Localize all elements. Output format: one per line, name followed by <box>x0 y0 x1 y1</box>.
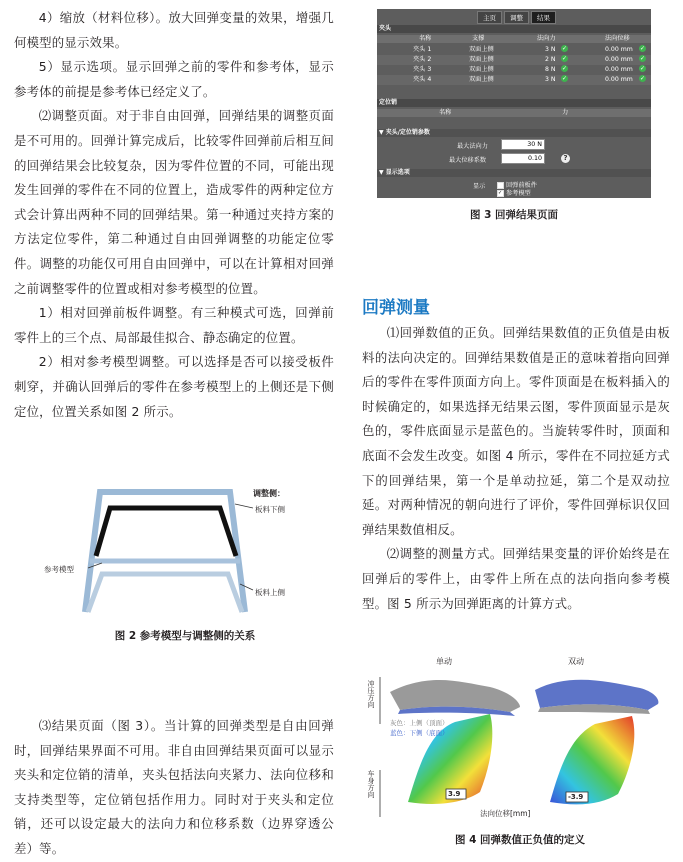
paragraph-result-page: ⑶结果页面（图 3）。当计算的回弹类型是自由回弹时，回弹结果界面不可用。非自由回弹结果页面可以显示夹头和定位销的清单，夹头包括法向夹紧力、法向位移和支持类型等，定位销包括作用力。同时对于夹头和定位销，还可以设定最大的法向力和位移系数（边界穿透公差）等。 <box>14 718 334 856</box>
right-column <box>362 297 670 616</box>
table-row[interactable]: 夹头 3 双面上侧 8 N ✓ 0.00 mm ✓ <box>413 65 646 73</box>
cell-support: 双面上侧 <box>469 46 494 53</box>
paragraph-adjust-page: ⑵调整页面。对于非自由回弹，回弹结果的调整页面是不可用的。回弹计算完成后，比较零件回弹前后相互间的回弹结果会比较复杂，因为零件位置的不同，可能出现发生回弹的零件在不同的位置上，造成零件的两种定位方式会计算出两种不同的回弹结果。第一种通过夹持方案的方法定位零件，第二种通过自由回弹调整的功能定位零件。调整的功能仅可用自由回弹中，可以在计算相对回弹之前调整零件的位置或相对参考模型的位置。 <box>14 108 334 296</box>
cell-disp: 0.00 mm <box>605 66 633 73</box>
tab-adjust[interactable]: 调整 <box>504 11 529 24</box>
left-bottom-column <box>14 714 334 862</box>
reference-model-diagram <box>40 484 330 619</box>
clamp-table-header <box>377 35 651 43</box>
col-disp: 法向位移 <box>605 35 630 42</box>
label-upper-side: 板料上侧 <box>255 588 285 597</box>
figure-2-caption: 图 2 参考模型与调整侧的关系 <box>114 630 256 642</box>
left-column <box>14 6 334 424</box>
label-single-action: 单动 <box>436 657 452 666</box>
label-press-direction: 冲压方向 <box>367 680 375 708</box>
cell-disp: 0.00 mm <box>605 76 633 83</box>
max-force-label: 最大法向力 <box>457 143 488 150</box>
col-support: 支撑 <box>472 35 485 42</box>
springback-result-panel <box>377 9 651 198</box>
figure-3-caption: 图 3 回弹结果页面 <box>469 209 559 221</box>
paragraph-display-options: 5）显示选项。显示回弹之前的零件和参考体，显示参考体的前提是参考体已经定义了。 <box>14 59 334 99</box>
section-heading: 回弹测量 <box>362 298 430 318</box>
axis-label: 法向位移[mm] <box>480 809 531 818</box>
value-right: -3.9 <box>568 793 584 801</box>
cell-support: 双面上侧 <box>469 76 494 83</box>
paragraph-relative-blank: 1）相对回弹前板件调整。有三种模式可选，回弹前零件上的三个点、局部最佳拟合、静态确定的位置。 <box>14 305 334 345</box>
label-car-direction: 车身方向 <box>367 770 375 798</box>
pin-col-force: 力 <box>562 109 569 116</box>
paragraph-relative-reference: 2）相对参考模型调整。可以选择是否可以接受板件刺穿，并确认回弹后的零件在参考模型上的上侧还是下侧定位，位置关系如图 2 所示。 <box>14 354 334 419</box>
figure-2 <box>40 484 330 619</box>
figure-4 <box>367 652 670 827</box>
cell-force: 3 N <box>545 76 556 83</box>
opt-blank-before-label: 回弹前板件 <box>505 182 537 189</box>
table-row[interactable]: 夹头 1 双面上侧 3 N ✓ 0.00 mm ✓ <box>413 45 646 53</box>
cell-force: 8 N <box>545 66 556 73</box>
cell-support: 双面上侧 <box>469 66 494 73</box>
tab-results[interactable]: 结果 <box>531 11 556 24</box>
figure-4-caption: 图 4 回弹数值正负值的定义 <box>454 834 586 846</box>
paragraph-sign: ⑴回弹数值的正负。回弹结果数值的正负值是由板料的法向决定的。回弹结果数值是正的意味着指向回弹后的零件在零件顶面方向上。零件顶面是在板料插入的时候确定的，如果选择无结果云图，零件顶面显示是灰色的，零件底面显示是蓝色的。当旋转零件时，顶面和底面不会发生改变。如图 4 所示，零件在不同拉延方式下的回弹结果，第一个是单动拉延，第二个是双动拉延。对两种情况的朝向进行了评价，零件回弹标识仅回弹结果数值相反。 <box>362 325 670 537</box>
max-disp-input[interactable]: 0.10 <box>501 153 545 164</box>
pin-table-header <box>377 109 651 117</box>
label-blue-bottom: 蓝色：下侧（底面） <box>390 729 449 737</box>
col-force: 法向力 <box>537 35 556 42</box>
pin-section-title: 定位销 <box>377 99 651 107</box>
cell-name: 夹头 3 <box>413 66 432 73</box>
max-disp-label: 最大位移系数 <box>449 157 487 164</box>
col-name: 名称 <box>419 35 432 42</box>
springback-sign-illustration <box>370 652 670 827</box>
double-action-result-part <box>550 716 634 804</box>
paragraph-zoom: 4）缩放（材料位移）。放大回弹变量的效果，增强几何模型的显示效果。 <box>14 10 334 50</box>
checkbox-reference-model[interactable]: ✓ 参考模型 <box>498 189 531 197</box>
display-label: 显示 <box>473 183 486 190</box>
label-lower-side: 板料下侧 <box>255 505 285 514</box>
cell-force: 2 N <box>545 56 556 63</box>
pin-col-name: 名称 <box>439 109 452 116</box>
lower-sheet-shape <box>88 574 242 612</box>
label-adjust-side: 调整侧： <box>253 489 285 498</box>
label-gray-top: 灰色：上侧（顶面） <box>390 719 449 727</box>
table-row[interactable]: 夹头 2 双面上侧 2 N ✓ 0.00 mm ✓ <box>377 55 651 65</box>
cell-disp: 0.00 mm <box>605 56 633 63</box>
cell-name: 夹头 4 <box>413 76 432 83</box>
adjusted-part-shape <box>96 508 236 556</box>
cell-disp: 0.00 mm <box>605 46 633 53</box>
tab-home[interactable]: 主页 <box>477 11 502 24</box>
cell-support: 双面上侧 <box>469 56 494 63</box>
display-section-title[interactable]: ▼ 显示选项 <box>377 169 651 177</box>
max-force-input[interactable]: 30 N <box>501 139 545 150</box>
cell-name: 夹头 2 <box>413 56 432 63</box>
clamp-section-title: 夹头 <box>377 25 651 33</box>
table-row[interactable]: 夹头 4 双面上侧 3 N ✓ 0.00 mm ✓ <box>377 75 651 85</box>
panel-tabs <box>477 11 556 24</box>
value-left: 3.9 <box>448 790 461 798</box>
label-reference-model: 参考模型 <box>44 565 74 574</box>
paragraph-measurement: ⑵调整的测量方式。回弹结果变量的评价始终是在回弹后的零件上，由零件上所在点的法向指向参考模型。图 5 所示为回弹距离的计算方式。 <box>362 546 670 611</box>
help-icon[interactable]: ? <box>561 154 570 163</box>
label-double-action: 双动 <box>568 657 584 666</box>
opt-reference-model-label: 参考模型 <box>505 190 531 197</box>
params-section-title[interactable]: ▼ 夹头/定位销参数 <box>377 129 651 137</box>
cell-name: 夹头 1 <box>413 46 432 53</box>
cell-force: 3 N <box>545 46 556 53</box>
